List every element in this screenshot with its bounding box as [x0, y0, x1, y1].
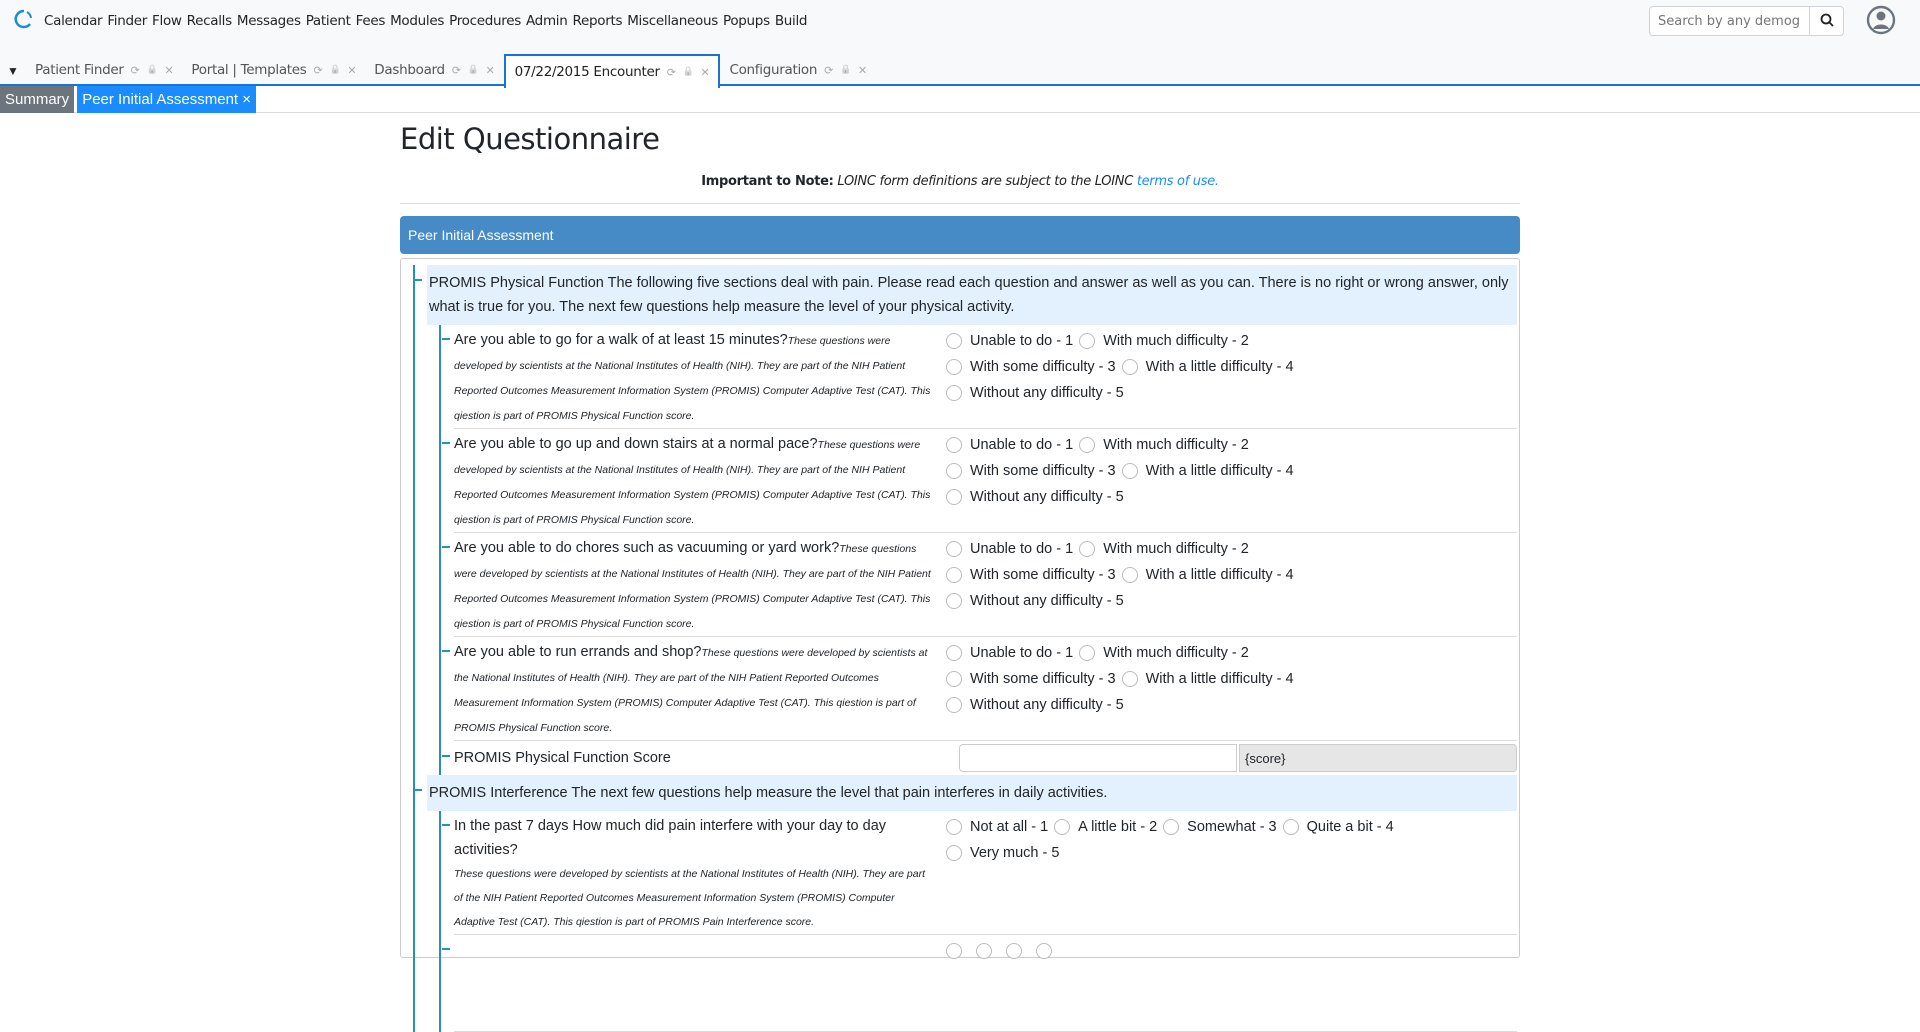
question-row — [454, 811, 1517, 935]
option-label: With much difficulty - 2 — [1103, 333, 1249, 349]
question-description: These questions were developed by scientists at the National Institutes of Health (NIH). They are part of the NIH Patient Reported Outcomes Measurement Information System (PROMIS) Computer Adaptive Test (CAT). This qiestion is part of PROMIS Physical Function score. — [454, 543, 931, 630]
tab-1[interactable] — [182, 54, 365, 86]
option-label: With a little difficulty - 4 — [1145, 359, 1294, 375]
radio-button[interactable] — [946, 385, 962, 401]
question-text: Are you able to run errands and shop? — [454, 644, 702, 660]
radio-button[interactable] — [946, 541, 962, 557]
questionnaire-form — [400, 258, 1520, 958]
question-text-block — [454, 328, 946, 428]
question-list — [439, 811, 1517, 1032]
panel-title: Peer Initial Assessment — [400, 216, 1520, 254]
question-text-block — [454, 432, 946, 532]
answer-option[interactable] — [1079, 640, 1249, 666]
answer-option[interactable] — [946, 380, 1124, 406]
option-label: With some difficulty - 3 — [970, 567, 1116, 583]
radio-button[interactable] — [946, 819, 962, 835]
answer-option[interactable] — [946, 640, 1073, 666]
refresh-icon[interactable]: ⟳ — [451, 63, 461, 77]
radio-button[interactable] — [946, 463, 962, 479]
tab-label: Dashboard — [374, 62, 445, 78]
answer-option[interactable] — [1122, 562, 1294, 588]
radio-button[interactable] — [1122, 359, 1138, 375]
question-description: These questions were developed by scientists at the National Institutes of Health (NIH). They are part of the NIH Patient Reported Outcomes Measurement Information System (PROMIS) Computer Adaptive Test (CAT). This qiestion is part of PROMIS Physical Function score. — [454, 335, 931, 422]
note-label: Important to Note: — [701, 174, 834, 189]
menu-item-admin[interactable]: Admin — [525, 13, 568, 29]
question-text-block — [454, 640, 946, 740]
radio-button[interactable] — [946, 671, 962, 687]
option-label: With much difficulty - 2 — [1103, 541, 1249, 557]
radio-button[interactable] — [1122, 463, 1138, 479]
lock-icon[interactable]: 🔒 — [840, 65, 851, 75]
section-header: PROMIS Physical Function The following five sections deal with pain. Please read each question and answer as well as you can. There is no right or wrong answer, only what is true for you. The next few questions help measure the level of your physical activity. — [427, 265, 1517, 325]
answer-option[interactable] — [946, 692, 1124, 718]
radio-button[interactable] — [946, 359, 962, 375]
section-header: PROMIS Interference The next few questions help measure the level that pain interferes in daily activities. — [427, 775, 1517, 811]
tab-0[interactable] — [26, 54, 182, 86]
score-addon: {score} — [1239, 744, 1517, 772]
answer-options — [946, 814, 1416, 934]
close-icon[interactable]: ✕ — [347, 63, 357, 77]
tab-3[interactable] — [504, 54, 721, 88]
score-label: PROMIS Physical Function Score — [454, 750, 671, 766]
answer-option[interactable] — [946, 562, 1116, 588]
menu-item-messages[interactable]: Messages — [236, 13, 301, 29]
subtab-summary[interactable]: Summary — [0, 86, 74, 113]
lock-icon[interactable]: 🔒 — [329, 65, 341, 75]
radio-button[interactable] — [1079, 541, 1095, 557]
question-section — [413, 265, 1517, 775]
question-text: Are you able to go for a walk of at least 15 minutes? — [454, 332, 788, 348]
refresh-icon[interactable]: ⟳ — [313, 63, 323, 77]
tab-label: Portal | Templates — [191, 62, 307, 78]
answer-options — [946, 536, 1416, 636]
radio-button[interactable] — [946, 845, 962, 861]
option-label: With some difficulty - 3 — [970, 359, 1116, 375]
answer-option[interactable] — [946, 328, 1073, 354]
question-list — [439, 325, 1517, 775]
terms-of-use-link[interactable]: terms of use. — [1136, 174, 1219, 189]
tab-bar — [0, 54, 1920, 86]
search-input[interactable] — [1649, 6, 1810, 36]
answer-option[interactable] — [1122, 458, 1294, 484]
question-text: Are you able to do chores such as vacuuming or yard work? — [454, 540, 840, 556]
answer-option[interactable] — [946, 814, 1048, 840]
radio-button[interactable] — [946, 697, 962, 713]
radio-button[interactable] — [946, 593, 962, 609]
radio-button[interactable] — [1283, 819, 1299, 835]
option-label: With some difficulty - 3 — [970, 463, 1116, 479]
close-icon[interactable]: ✕ — [485, 63, 495, 77]
radio-button[interactable] — [1163, 819, 1179, 835]
answer-option[interactable] — [1079, 328, 1249, 354]
option-label: Somewhat - 3 — [1187, 819, 1277, 835]
loinc-note — [400, 174, 1520, 189]
radio-button[interactable] — [946, 645, 962, 661]
answer-option[interactable] — [1122, 666, 1294, 692]
tab-menu-caret-icon[interactable]: ▼ — [7, 64, 19, 78]
tab-label: Patient Finder — [35, 62, 124, 78]
question-description: These questions were developed by scientists at the National Institutes of Health (NIH). They are part of the NIH Patient Reported Outcomes Measurement Information System (PROMIS) Computer Adaptive Test (CAT). This qiestion is part of PROMIS Pain Interference score. — [454, 868, 925, 928]
question-section — [413, 775, 1517, 1032]
question-row — [454, 325, 1517, 429]
menu-item-miscellaneous[interactable]: Miscellaneous — [627, 13, 718, 29]
radio-button[interactable] — [1122, 567, 1138, 583]
answer-option[interactable] — [976, 938, 1000, 964]
answer-option[interactable] — [1122, 354, 1294, 380]
radio-button[interactable] — [946, 567, 962, 583]
patient-search — [1649, 6, 1844, 36]
option-label: With much difficulty - 2 — [1103, 645, 1249, 661]
score-input[interactable] — [959, 744, 1237, 772]
tab-2[interactable] — [365, 54, 503, 86]
questionnaire-container — [400, 113, 1520, 958]
radio-button[interactable] — [1006, 943, 1022, 959]
divider — [400, 203, 1520, 204]
radio-button[interactable] — [1079, 645, 1095, 661]
menu-item-recalls[interactable]: Recalls — [186, 13, 232, 29]
menu-item-modules[interactable]: Modules — [390, 13, 445, 29]
score-row — [454, 741, 1517, 775]
answer-option[interactable] — [1283, 814, 1394, 840]
question-text: Are you able to go up and down stairs at a normal pace? — [454, 436, 818, 452]
close-icon[interactable]: ✕ — [857, 63, 867, 77]
menu-item-flow[interactable]: Flow — [152, 13, 182, 29]
option-label: Without any difficulty - 5 — [970, 385, 1124, 401]
radio-button[interactable] — [1079, 437, 1095, 453]
close-icon[interactable]: ✕ — [164, 63, 174, 77]
option-label: With a little difficulty - 4 — [1145, 567, 1294, 583]
refresh-icon[interactable]: ⟳ — [130, 63, 140, 77]
lock-icon[interactable]: 🔒 — [146, 65, 158, 75]
question-row — [454, 637, 1517, 741]
answer-options — [946, 328, 1416, 428]
answer-option[interactable] — [1163, 814, 1276, 840]
answer-options — [946, 938, 1416, 1031]
radio-button[interactable] — [976, 943, 992, 959]
option-label: Unable to do - 1 — [970, 333, 1074, 349]
answer-option[interactable] — [1079, 536, 1249, 562]
question-text-block — [454, 814, 946, 934]
note-text: LOINC form definitions are subject to the LOINC — [837, 174, 1133, 189]
question-text: In the past 7 days How much did pain interfere with your day to day activities? — [454, 818, 887, 858]
answer-option[interactable] — [1079, 432, 1249, 458]
option-label: With much difficulty - 2 — [1103, 437, 1249, 453]
menu-item-procedures[interactable]: Procedures — [449, 13, 521, 29]
question-text-block — [454, 938, 946, 1031]
radio-button[interactable] — [946, 333, 962, 349]
answer-options — [946, 432, 1416, 532]
answer-option[interactable] — [1006, 938, 1030, 964]
option-label: Very much - 5 — [970, 845, 1060, 861]
tab-label: Configuration — [729, 62, 818, 78]
option-label: Unable to do - 1 — [970, 645, 1074, 661]
app-logo-icon[interactable] — [14, 9, 34, 31]
option-label: Unable to do - 1 — [970, 437, 1074, 453]
option-label: Without any difficulty - 5 — [970, 489, 1124, 505]
menu-item-fees[interactable]: Fees — [355, 13, 386, 29]
question-description: These questions were developed by scientists at the National Institutes of Health (NIH). They are part of the NIH Patient Reported Outcomes Measurement Information System (PROMIS) Computer Adaptive Test (CAT). This qiestion is part of PROMIS Physical Function score. — [454, 647, 928, 734]
answer-options — [946, 640, 1416, 740]
page-title: Edit Questionnaire — [400, 122, 660, 156]
tab-4[interactable] — [720, 54, 875, 86]
option-label: With some difficulty - 3 — [970, 671, 1116, 687]
menu-item-reports[interactable]: Reports — [572, 13, 623, 29]
answer-option[interactable] — [946, 432, 1073, 458]
lock-icon[interactable]: 🔒 — [467, 65, 479, 75]
search-button[interactable] — [1810, 6, 1844, 36]
question-row — [454, 935, 1517, 1032]
refresh-icon[interactable]: ⟳ — [666, 65, 676, 79]
menu-item-calendar[interactable]: Calendar — [44, 13, 103, 29]
radio-button[interactable] — [946, 437, 962, 453]
radio-button[interactable] — [1079, 333, 1095, 349]
question-row — [454, 429, 1517, 533]
option-label: Quite a bit - 4 — [1306, 819, 1394, 835]
menu-item-patient[interactable]: Patient — [305, 13, 351, 29]
tab-label: 07/22/2015 Encounter — [514, 64, 660, 80]
option-label: Unable to do - 1 — [970, 541, 1074, 557]
answer-option[interactable] — [946, 588, 1124, 614]
answer-option[interactable] — [946, 354, 1116, 380]
menu-item-popups[interactable]: Popups — [722, 13, 770, 29]
radio-button[interactable] — [1122, 671, 1138, 687]
encounter-subtabs — [0, 86, 1920, 113]
main-menu — [44, 13, 807, 29]
answer-option[interactable] — [946, 666, 1116, 692]
lock-icon[interactable]: 🔒 — [682, 67, 694, 77]
refresh-icon[interactable]: ⟳ — [824, 63, 834, 77]
menu-item-finder[interactable]: Finder — [107, 13, 148, 29]
answer-option[interactable] — [1054, 814, 1157, 840]
option-label: With a little difficulty - 4 — [1145, 463, 1294, 479]
option-label: A little bit - 2 — [1078, 819, 1158, 835]
radio-button[interactable] — [1036, 943, 1052, 959]
user-avatar-icon[interactable] — [1866, 5, 1896, 35]
question-row — [454, 533, 1517, 637]
question-text-block — [454, 536, 946, 636]
option-label: Without any difficulty - 5 — [970, 593, 1124, 609]
search-icon — [1820, 13, 1834, 27]
answer-option[interactable] — [946, 458, 1116, 484]
answer-option[interactable] — [946, 484, 1124, 510]
radio-button[interactable] — [946, 943, 962, 959]
answer-option[interactable] — [946, 536, 1073, 562]
option-label: Not at all - 1 — [970, 819, 1049, 835]
close-icon[interactable]: ✕ — [700, 65, 710, 79]
subtab-peer-initial-assessment[interactable]: Peer Initial Assessment × — [77, 86, 256, 113]
radio-button[interactable] — [1054, 819, 1070, 835]
option-label: Without any difficulty - 5 — [970, 697, 1124, 713]
radio-button[interactable] — [946, 489, 962, 505]
answer-option[interactable] — [946, 840, 1059, 866]
top-navbar — [0, 0, 1920, 54]
answer-option[interactable] — [946, 938, 970, 964]
answer-option[interactable] — [1036, 938, 1060, 964]
menu-item-build[interactable]: Build — [774, 13, 808, 29]
option-label: With a little difficulty - 4 — [1145, 671, 1294, 687]
question-description: These questions were developed by scientists at the National Institutes of Health (NIH). They are part of the NIH Patient Reported Outcomes Measurement Information System (PROMIS) Computer Adaptive Test (CAT). This qiestion is part of PROMIS Physical Function score. — [454, 439, 931, 526]
